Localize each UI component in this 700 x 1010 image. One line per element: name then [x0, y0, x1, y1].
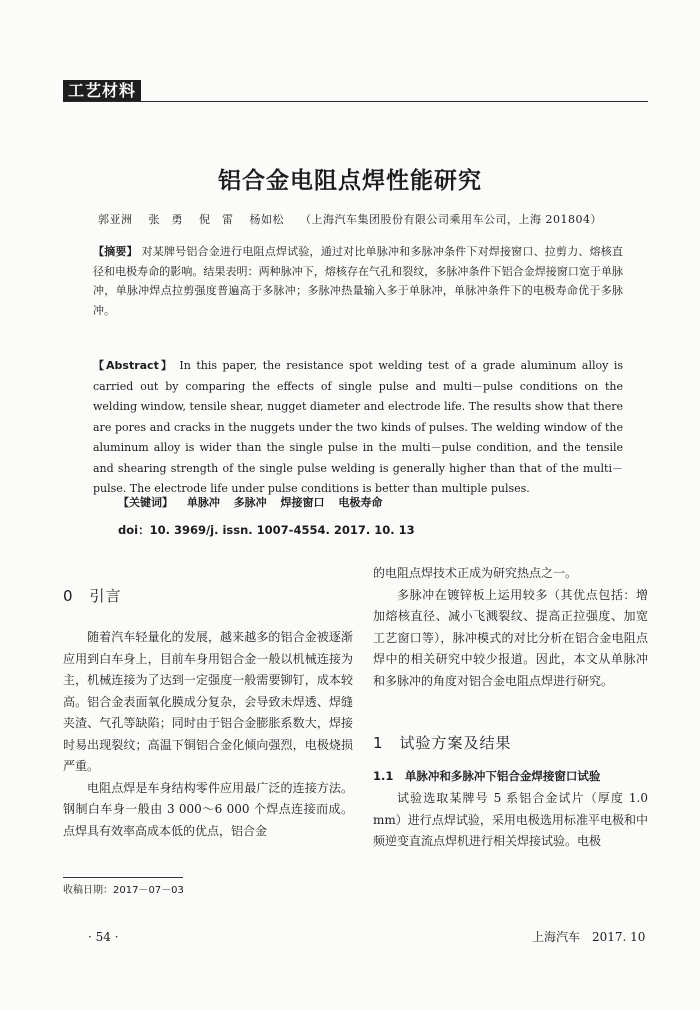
paragraph: 电阻点焊是车身结构零件应用最广泛的连接方法。钢制白车身一般由 3 000～6 000 个焊点连接而成。点焊具有效率高成本低的优点，铝合金 [63, 780, 353, 838]
right-column-top [373, 563, 648, 692]
section-tag: 工艺材料 [63, 80, 141, 102]
right-column-bottom [373, 788, 648, 853]
abstract-en-text: In this paper, the resistance spot welding test of a grade aluminum alloy is carried out by comparing the effects of single pulse and multi－pulse conditions on the welding window, tensile shear, nugget diameter and electrode life. The results show that there are pores and cracks in the nuggets under the two kinds of pulses. The welding window of the aluminum alloy is wider than the single pulse in the multi－pulse condition, and the tensile and shearing strength of the single pulse welding is generally higher than that of the multi－pulse. The electrode life under pulse conditions is better than multiple pulses. [93, 359, 623, 495]
author: 杨如松 [249, 213, 284, 226]
paragraph: 多脉冲在镀锌板上运用较多（其优点包括：增加熔核直径、减小飞溅裂纹、提高正拉强度、加宽工艺窗口等），脉冲模式的对比分析在铝合金电阻点焊中的相关研究中较少报道。因此，本文从单脉冲和多脉冲的角度对铝合金电阻点焊进行研究。 [373, 587, 648, 688]
paper-title: 铝合金电阻点焊性能研究 [218, 168, 482, 194]
abstract-zh [93, 242, 623, 320]
author: 倪 雷 [199, 213, 234, 226]
keyword: 单脉冲 [186, 496, 220, 509]
page-number: · 54 · [88, 930, 119, 944]
abstract-zh-label: 【摘要】 [93, 245, 138, 258]
subsection-1-1-heading: 1.1 单脉冲和多脉冲下铝合金焊接窗口试验 [373, 769, 601, 783]
paragraph: 随着汽车轻量化的发展，越来越多的铝合金被逐渐应用到白车身上，目前车身用铝合金一般以机械连接为主，机械连接为了达到一定强度一般需要铆钉，成本较高。铝合金表面氧化膜成分复杂，会导致未焊透、焊缝夹渣、气孔等缺陷；同时由于铝合金膨胀系数大，焊接时易出现裂纹；高温下铜铝合金化倾向强烈，电极烧损严重。 [63, 630, 353, 773]
author: 郭亚洲 [98, 213, 133, 226]
footnote-rule [63, 877, 183, 878]
abstract-en-label: 【Abstract】 [93, 359, 174, 372]
left-column [63, 627, 353, 842]
keywords [118, 494, 382, 510]
authors-line [0, 211, 700, 227]
received-date: 收稿日期：2017－07－03 [63, 885, 184, 896]
keywords-label: 【关键词】 [118, 496, 173, 509]
abstract-en [93, 356, 623, 500]
abstract-zh-text: 对某牌号铝合金进行电阻点焊试验，通过对比单脉冲和多脉冲条件下对焊接窗口、拉剪力、熔核直径和电极寿命的影响。结果表明：两种脉冲下，熔核存在气孔和裂纹，多脉冲条件下铝合金焊接窗口宽于单脉冲，单脉冲焊点拉剪强度普遍高于多脉冲；多脉冲热量输入多于单脉冲，单脉冲条件下的电极寿命优于多脉冲。 [93, 245, 624, 317]
paragraph: 的电阻点焊技术正成为研究热点之一。 [373, 566, 578, 580]
paragraph: 试验选取某牌号 5 系铝合金试片（厚度 1.0 mm）进行点焊试验，采用电极选用标准平电极和中频逆变直流点焊机进行相关焊接试验。电极 [373, 791, 648, 848]
author-names [98, 213, 300, 226]
keyword: 多脉冲 [233, 496, 267, 509]
journal-issue: 上海汽车 2017. 10 [532, 930, 646, 944]
keyword: 电极寿命 [338, 496, 383, 509]
affiliation: （上海汽车集团股份有限公司乘用车公司，上海 201804） [300, 213, 602, 226]
doi: doi：10. 3969/j. issn. 1007-4554. 2017. 10. 13 [118, 523, 415, 537]
author: 张 勇 [148, 213, 183, 226]
section-0-heading: 0 引言 [63, 587, 122, 605]
section-1-heading: 1 试验方案及结果 [373, 734, 512, 752]
header-rule [63, 101, 648, 102]
keyword: 焊接窗口 [280, 496, 325, 509]
